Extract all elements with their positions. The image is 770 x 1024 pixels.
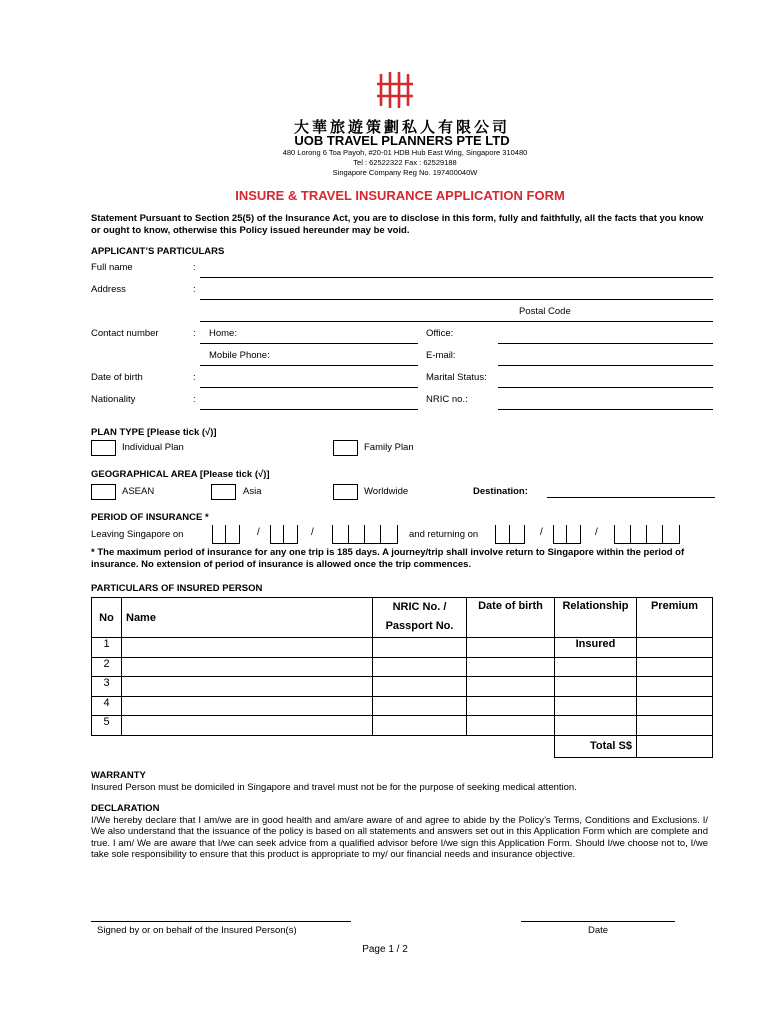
company-address: 480 Lorong 6 Toa Payoh, #20-01 HDB Hub East Wing, Singapore 310480 (282, 148, 528, 157)
date-digit-box[interactable] (283, 525, 298, 544)
applicant-heading: APPLICANT’S PARTICULARS (91, 246, 225, 257)
date-digit-box[interactable] (509, 525, 525, 544)
table-row (92, 638, 713, 658)
company-reg-no: Singapore Company Reg No. 197400040W (332, 168, 478, 177)
dob-label: Date of birth (91, 372, 143, 383)
nric-cell[interactable] (373, 677, 467, 697)
date-digit-box[interactable] (566, 525, 581, 544)
date-digit-box[interactable] (553, 525, 567, 544)
period-note: * The maximum period of insurance for any one trip is 185 days. A journey/trip shall involve return to Singapore within the period of insurance. No extension of period of insurance is allowed once the trip commences. (91, 547, 685, 570)
date-digit-box[interactable] (380, 525, 398, 544)
colon: : (193, 394, 196, 405)
company-phone-fax: Tel : 62522322 Fax : 62529188 (353, 158, 457, 167)
date-separator: / (257, 527, 260, 538)
name-cell[interactable] (122, 696, 373, 716)
table-row (92, 677, 713, 697)
premium-cell[interactable] (637, 677, 713, 697)
date-digit-box[interactable] (630, 525, 647, 544)
page-number: Page 1 / 2 (362, 944, 408, 955)
leaving-label: Leaving Singapore on (91, 529, 184, 540)
name-cell[interactable] (122, 657, 373, 677)
col-no-header: No (92, 598, 122, 638)
col-relationship-header: Relationship (555, 598, 637, 638)
worldwide-checkbox[interactable] (333, 484, 358, 500)
row-number: 1 (92, 638, 122, 658)
address-field[interactable] (200, 299, 713, 300)
family-plan-checkbox[interactable] (333, 440, 358, 456)
marital-status-label: Marital Status: (426, 372, 487, 383)
nric-cell[interactable] (373, 716, 467, 736)
nric-header-line1: NRIC No. / (392, 601, 447, 613)
home-phone-field[interactable] (200, 343, 418, 344)
nric-label: NRIC no.: (426, 394, 468, 405)
name-cell[interactable] (122, 716, 373, 736)
col-name-header: Name (122, 598, 373, 638)
dob-cell[interactable] (467, 638, 555, 658)
nationality-label: Nationality (91, 394, 136, 405)
email-label: E-mail: (426, 350, 456, 361)
colon: : (193, 262, 196, 273)
table-row (92, 716, 713, 736)
dob-cell[interactable] (467, 696, 555, 716)
asia-label: Asia (243, 486, 262, 497)
date-digit-box[interactable] (225, 525, 240, 544)
email-field[interactable] (498, 365, 713, 366)
colon: : (193, 372, 196, 383)
date-separator: / (540, 527, 543, 538)
worldwide-label: Worldwide (364, 486, 409, 497)
dob-cell[interactable] (467, 677, 555, 697)
colon: : (193, 328, 196, 339)
warranty-heading: WARRANTY (91, 770, 146, 781)
asean-checkbox[interactable] (91, 484, 116, 500)
signature-label: Signed by or on behalf of the Insured Person(s) (97, 925, 297, 936)
total-spacer (92, 735, 555, 757)
date-digit-box[interactable] (332, 525, 349, 544)
warranty-text: Insured Person must be domiciled in Singapore and travel must not be for the purpose of seeking medical attention. (91, 782, 577, 793)
table-row (92, 657, 713, 677)
family-plan-label: Family Plan (364, 442, 414, 453)
full-name-label: Full name (91, 262, 133, 273)
relationship-cell[interactable] (555, 716, 637, 736)
relationship-cell[interactable] (555, 657, 637, 677)
col-premium-header: Premium (637, 598, 713, 638)
office-phone-field[interactable] (498, 343, 713, 344)
marital-status-field[interactable] (498, 387, 713, 388)
name-cell[interactable] (122, 677, 373, 697)
colon: : (193, 284, 196, 295)
statement-text: Statement Pursuant to Section 25(5) of the Insurance Act, you are to disclose in this form, fully and faithfully, all the facts that you know or ought to know, otherwise this Policy issued hereunder may be void. (91, 213, 704, 236)
premium-cell[interactable] (637, 696, 713, 716)
table-header-row (92, 598, 713, 638)
company-name: UOB TRAVEL PLANNERS PTE LTD (294, 133, 510, 148)
date-separator: / (311, 527, 314, 538)
row-number: 4 (92, 696, 122, 716)
nationality-field[interactable] (200, 409, 418, 410)
row-number: 2 (92, 657, 122, 677)
geo-area-heading: GEOGRAPHICAL AREA [Please tick (√)] (91, 469, 270, 480)
insured-table-heading: PARTICULARS OF INSURED PERSON (91, 583, 263, 594)
col-dob-header: Date of birth (467, 598, 555, 638)
signature-field[interactable] (91, 921, 351, 922)
total-row (92, 735, 713, 757)
form-title: INSURE & TRAVEL INSURANCE APPLICATION FORM (235, 188, 565, 203)
table-row (92, 696, 713, 716)
date-digit-box[interactable] (348, 525, 365, 544)
date-digit-box[interactable] (662, 525, 680, 544)
nric-header-line2: Passport No. (385, 620, 454, 632)
destination-label: Destination: (473, 486, 528, 497)
row-number: 5 (92, 716, 122, 736)
col-nric-header (373, 598, 467, 638)
relationship-cell: Insured (555, 638, 637, 658)
date-field[interactable] (521, 921, 675, 922)
name-cell[interactable] (122, 638, 373, 658)
returning-label: and returning on (409, 529, 479, 540)
postal-code-label: Postal Code (519, 306, 571, 317)
nric-cell[interactable] (373, 657, 467, 677)
destination-field[interactable] (547, 497, 715, 498)
mobile-label: Mobile Phone: (209, 350, 270, 361)
company-logo (375, 70, 415, 110)
office-label: Office: (426, 328, 454, 339)
relationship-cell[interactable] (555, 677, 637, 697)
date-digit-box[interactable] (646, 525, 663, 544)
dob-field[interactable] (200, 387, 418, 388)
period-heading: PERIOD OF INSURANCE * (91, 512, 209, 523)
plan-type-heading: PLAN TYPE [Please tick (√)] (91, 427, 217, 438)
full-name-field[interactable] (200, 277, 713, 278)
insured-person-table (91, 597, 713, 758)
date-label: Date (588, 925, 609, 936)
dob-cell[interactable] (467, 716, 555, 736)
premium-cell[interactable] (637, 657, 713, 677)
premium-cell[interactable] (637, 716, 713, 736)
total-premium-cell[interactable] (637, 735, 713, 757)
dob-cell[interactable] (467, 657, 555, 677)
individual-plan-label: Individual Plan (122, 442, 184, 453)
postal-code-field[interactable] (200, 321, 713, 322)
date-separator: / (595, 527, 598, 538)
nric-field[interactable] (498, 409, 713, 410)
date-digit-box[interactable] (614, 525, 631, 544)
date-digit-box[interactable] (212, 525, 226, 544)
nric-cell[interactable] (373, 638, 467, 658)
premium-cell[interactable] (637, 638, 713, 658)
asean-label: ASEAN (122, 486, 155, 497)
date-digit-box[interactable] (364, 525, 381, 544)
date-digit-box[interactable] (495, 525, 510, 544)
date-digit-box[interactable] (270, 525, 284, 544)
company-chinese-name: 大華旅遊策劃私人有限公司 (293, 119, 510, 136)
mobile-phone-field[interactable] (200, 365, 418, 366)
total-label: Total S$ (555, 735, 637, 757)
home-label: Home: (209, 328, 237, 339)
relationship-cell[interactable] (555, 696, 637, 716)
contact-number-label: Contact number (91, 328, 159, 339)
row-number: 3 (92, 677, 122, 697)
nric-cell[interactable] (373, 696, 467, 716)
declaration-text: I/We hereby declare that I am/we are in good health and am/are aware of and agree to abide by the Policy’s Terms, Conditions and Exclusions. I/ We also understand that the issuance of the policy is based on all statements and answers set out in this Application Form which are complete and true. I am/ We are aware that I/we can seek advice from a qualified advisor before I/we sign this Application Form. Should I/we choose not to, I/we take sole responsibility to ensure that this product is appropriate to my/ our financial needs and insurance objective. (91, 815, 708, 860)
declaration-heading: DECLARATION (91, 803, 160, 814)
address-label: Address (91, 284, 126, 295)
individual-plan-checkbox[interactable] (91, 440, 116, 456)
asia-checkbox[interactable] (211, 484, 236, 500)
